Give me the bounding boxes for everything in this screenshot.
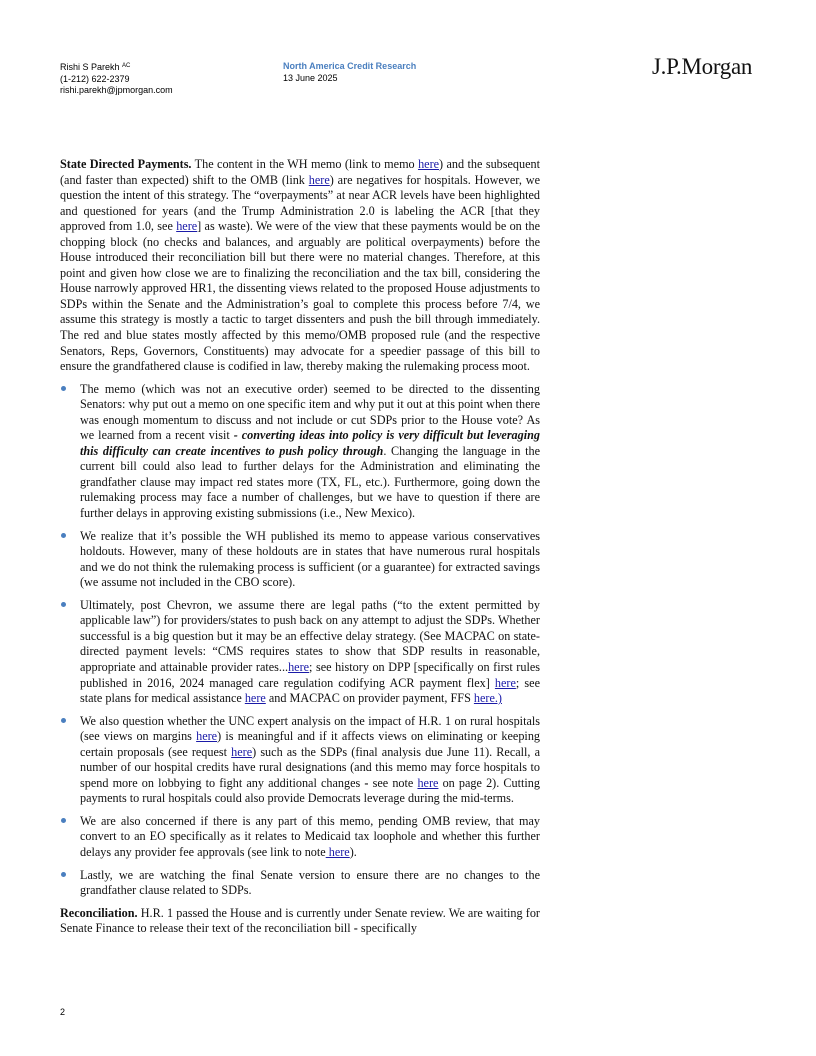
bullet-item-unc: We also question whether the UNC expert analysis on the impact of H.R. 1 on rural hospitals (see views on margins here) is meaningful and if it affects views on eliminating or keeping certain proposals (see request here) such as the SDPs (final analysis due June 11). Recall, a number of our hospital credits have rural designations (and this memo may force hospitals to spend more on lobbying to fight any additional changes - see note here on page 2). Cutting payments to rural hospitals could also provide Democrats leverage during the mid-terms. <box>60 714 540 807</box>
analyst-cert-mark: AC <box>122 63 131 69</box>
margins-link[interactable]: here <box>196 729 218 744</box>
author-phone: (1-212) 622-2379 <box>60 73 130 84</box>
wh-memo-link[interactable]: here <box>418 157 440 171</box>
provider-fee-note-link[interactable]: here <box>325 844 350 859</box>
reconciliation-heading: Reconciliation. <box>60 905 138 920</box>
jpmorgan-logo: J.P.Morgan <box>652 54 753 79</box>
report-meta <box>283 61 416 84</box>
bullet-icon <box>61 386 66 391</box>
sdp-paragraph: State Directed Payments. The content in the WH memo (link to memo here) and the subsequent (and faster than expected) shift to the OMB (link here) are negatives for hospitals. However, we question the intent of this strategy. The “overpayments” at near ACR levels have been highlighted and questioned for years (and the Trump Administration 2.0 is labeling the ACR [that they approved from 1.0, see here] as waste). We were of the view that these payments would be on the chopping block (no checks and balances, and arguably are political overpayments) before the House introduced their reconciliation bill but there were no material changes. Therefore, at this point and given how close we are to finalizing the reconciliation and the tax bill, considering the House narrowly approved HR1, the dissenting views related to the proposed House adjustments to SDPs within the Senate and the Administration’s goal to complete this process before 7/4, we assume this strategy is mostly a tactic to target dissenters and push the bill through immediately. The red and blue states mostly affected by this memo/OMB proposed rule (and the respective Senators, Reps, Governors, Constituents) may advocate for a speedier passage of this bill to ensure the grandfathered clause is codified in law, thereby making the rulemaking process moot. <box>60 157 540 374</box>
sdp-bullet-list <box>60 382 540 899</box>
bullet-item-memo: The memo (which was not an executive order) seemed to be directed to the dissenting Senators: why put out a memo on one specific item and why put it out at this point when there was enough momentum to discuss and not include or cut SDPs prior to the House vote? As we learned from a recent visit - converting ideas into policy is very difficult but leveraging this difficulty can create incentives to push policy through. Changing the language in the current bill could also lead to further delays for the Administration and eliminating the grandfather clause may impact red states more (TX, FL, etc.). Furthermore, going down the rulemaking process may face a number of challenges, but we have to question if there are further delays in approving existing submissions (i.e., New Mexico). <box>60 382 540 522</box>
bullet-icon <box>61 602 66 607</box>
department-label: North America Credit Research <box>283 61 417 71</box>
bullet-item-chevron: Ultimately, post Chevron, we assume there are legal paths (“to the extent permitted by applicable law”) for providers/states to push back on any attempt to adjust the SDPs. Whether successful is a big question but it may be an effective delay strategy. (See MACPAC on state-directed payment levels: “CMS requires states to show that SDP results in reasonable, appropriate and attainable provider rates...here; see history on DPP [specifically on first rules published in 2016, 2024 managed care regulation codifying ACR payment flex] here; see state plans for medical assistance here and MACPAC on provider payment, FFS here.) <box>60 598 540 707</box>
acr-link[interactable]: here <box>176 219 198 234</box>
bullet-icon <box>61 718 66 723</box>
author-block <box>60 61 173 97</box>
author-name: Rishi S Parekh $^{AC}$ <box>60 62 131 72</box>
sdp-heading: State Directed Payments. <box>60 157 192 171</box>
state-plans-link[interactable]: here <box>244 691 266 706</box>
omb-link[interactable]: here <box>308 172 330 187</box>
report-date: 13 June 2025 <box>283 72 338 83</box>
emphasis-text: - converting ideas into policy is very difficult but leveraging this difficulty can create incentives to push policy through <box>80 428 541 458</box>
macpac-sdp-link[interactable]: here <box>288 659 310 674</box>
bullet-item-holdouts: We realize that it’s possible the WH published its memo to appease various conservatives holdouts. However, many of these holdouts are in states that have numerous rural hospitals and we do not think the rulemaking process is sufficient (or a guarantee) for extracted savings (we assume not included in the CBO score). <box>60 529 540 591</box>
bullet-icon <box>61 872 66 877</box>
bullet-item-eo: We are also concerned if there is any part of this memo, pending OMB review, that may convert to an EO specifically as it relates to Medicaid tax loophole and whether this further delays any provider fee approvals (see link to note here). <box>60 814 540 861</box>
report-body <box>60 157 540 944</box>
bullet-icon <box>61 533 66 538</box>
bullet-icon <box>61 818 66 823</box>
reconciliation-paragraph: Reconciliation. H.R. 1 passed the House and is currently under Senate review. We are waiting for Senate Finance to release their text of the reconciliation bill - specifically <box>60 905 540 936</box>
dpp-history-link[interactable]: here <box>494 675 516 690</box>
bullet-item-senate: Lastly, we are watching the final Senate version to ensure there are no changes to the grandfather clause related to SDPs. <box>60 868 540 899</box>
request-link[interactable]: here <box>231 744 253 759</box>
macpac-ffs-link[interactable]: here.) <box>473 691 502 706</box>
note-link[interactable]: here <box>417 775 439 790</box>
author-email[interactable]: rishi.parekh@jpmorgan.com <box>60 85 173 96</box>
page-number: 2 <box>60 1007 66 1017</box>
